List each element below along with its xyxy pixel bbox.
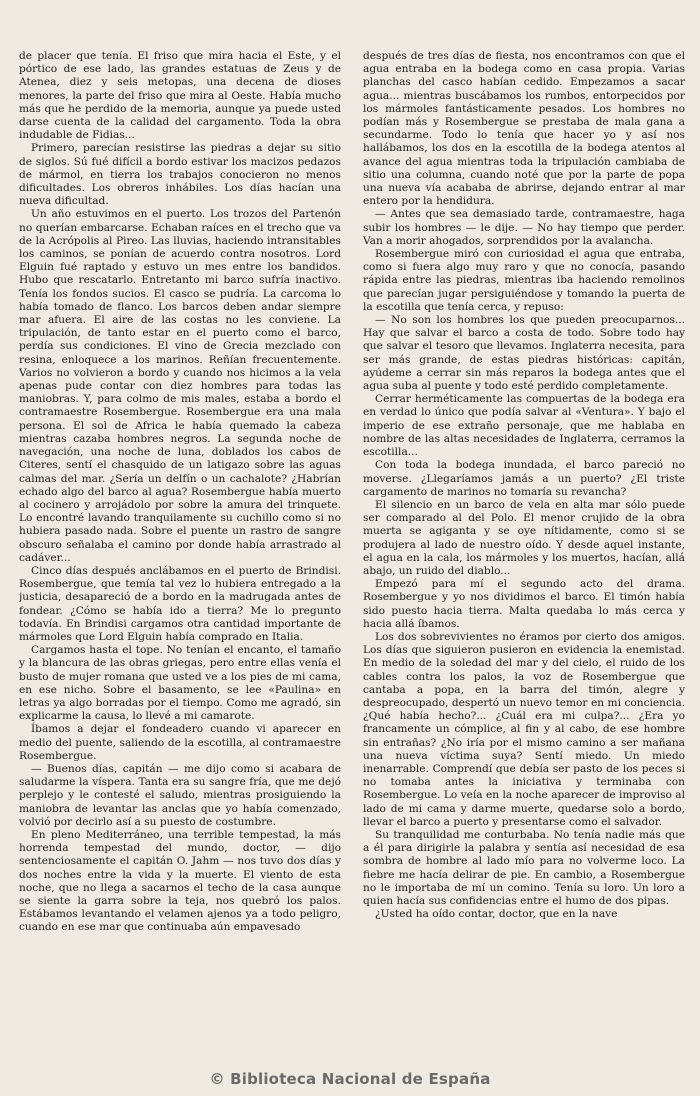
left-column [19,50,341,1060]
paragraph: — Antes que sea demasiado tarde, contramaestre, haga subir los hombres — le dije. — No hay tiempo que perder. Van a morir ahogados, sorprendidos por la avalancha. [363,208,685,247]
paragraph: Empezó para mí el segundo acto del drama. Rosembergue y yo nos dividimos el barco. El timón había sido puesto hacia tierra. Malta quedaba lo más cerca y hacia allá íbamos. [363,578,685,630]
paragraph: Con toda la bodega inundada, el barco pareció no moverse. ¿Llegaríamos jamás a un puerto? ¿El triste cargamento de marinos no tomaría su revancha? [363,459,685,498]
library-watermark: © Biblioteca Nacional de España [209,1070,491,1088]
paragraph: Un año estuvimos en el puerto. Los trozos del Partenón no querían embarcarse. Echaban raíces en el trecho que va de la Acrópolis al Pireo. Las lluvias, haciendo intransitables los caminos, se ponían de acuerdo contra nosotros. Lord Elguin fué raptado y estuvo un mes entre los bandidos. Hubo que rescatarlo. Entretanto mi barco sufría inactivo. Tenía los fondos sucios. El casco se pudría. La carcoma lo había tomado de flanco. Los barcos deben andar siempre mar afuera. El aire de las costas no les conviene. La tripulación, de tanto estar en el puerto como el barco, perdía sus condiciones. El vino de Grecia mezclado con resina, enloquece a los marinos. Reñían frecuentemente. Varios no volvieron a bordo y cuando nos hicimos a la vela apenas pude contar con diez hombres para todas las maniobras. Y, para colmo de mis males, estaba a bordo el contramaestre Rosembergue. Rosembergue era una mala persona. El sol de Africa le había quemado la cabeza mientras cazaba hombres negros. La segunda noche de navegación, una noche de luna, doblados los cabos de Citeres, sentí el chasquido de un latigazo sobre las aguas calmas del mar. ¿Sería un delfín o un cachalote? ¿Habrían echado algo del barco al agua? Rosembergue había muerto al cocinero y arrojádolo por sobre la amura del trinquete. Lo encontré lavando tranquilamente su cuchillo como si no hubiera pasado nada. Sobre el puente un rastro de sangre obscuro señalaba el camino por donde había arrastrado al cadáver... [19,208,341,564]
paragraph: — No son los hombres los que pueden preocuparnos... Hay que salvar el barco a costa de todo. Sobre todo hay que salvar el tesoro que llevamos. Inglaterra necesita, para ser más grande, de estas piedras históricas: capitán, ayúdeme a cerrar sin más reparos la bodega antes que el agua suba al puente y todo esté perdido completamente. [363,314,685,393]
paragraph: de placer que tenía. El friso que mira hacia el Este, y el pórtico de ese lado, las grandes estatuas de Zeus y de Atenea, diez y seis metopas, una decena de dioses menores, la parte del friso que mira al Oeste. Había mucho más que he perdido de la memoria, aunque ya puede usted darse cuenta de la calidad del cargamento. Toda la obra indudable de Fidias... [19,50,341,142]
paragraph: después de tres días de fiesta, nos encontramos con que el agua entraba en la bodega como en casa propia. Varias planchas del casco habían cedido. Empezamos a sacar agua... mientras buscábamos los rumbos, entorpecidos por los mármoles fantásticamente pesados. Los hombres no podían más y Rosembergue se prestaba de mala gana a secundarme. Todo lo tenía que hacer yo y así nos hallábamos, los dos en la escotilla de la bodega atentos al avance del agua mientras toda la tripulación cambiaba de sitio una columna, cuando noté que por la parte de popa una nueva vía acababa de abrirse, dejando entrar al mar entero por la hendidura. [363,50,685,208]
paragraph: Su tranquilidad me conturbaba. No tenía nadie más que a él para dirigirle la palabra y sentía así necesidad de esa sombra de hombre al lado mío para no volverme loco. La fiebre me hacía delirar de pie. En cambio, a Rosembergue no le importaba de mí un comino. Tenía su loro. Un loro a quien hacía sus confidencias entre el humo de dos pipas. [363,828,685,907]
paragraph: Íbamos a dejar el fondeadero cuando vi aparecer en medio del puente, saliendo de la escotilla, al contramaestre Rosembergue. [19,723,341,762]
paragraph: Rosembergue miró con curiosidad el agua que entraba, como si fuera algo muy raro y que no conocía, pasando rápida entre las piedras, mientras iba haciendo remolinos que parecían jugar persiguiéndose y tomando la puerta de la escotilla que tenía cerca, y repuso: [363,248,685,313]
right-column [363,50,685,1060]
paragraph: ¿Usted ha oído contar, doctor, que en la nave [375,908,618,921]
paragraph: Cerrar herméticamente las compuertas de la bodega era en verdad lo único que podía salvar al «Ventura». Y bajo el imperio de ese extraño personaje, que me hablaba en nombre de las altas necesidades de Inglaterra, cerramos la escotilla... [363,393,685,459]
paragraph: Los dos sobrevivientes no éramos por cierto dos amigos. Los días que siguieron pusieron en evidencia la enemistad. En medio de la soledad del mar y del cielo, el ruido de los cables contra los palos, la voz de Rosembergue que cantaba a popa, en la barra del timón, alegre y despreocupado, despertó un nuevo temor en mi conciencia. ¿Qué había hecho?... ¿Cuál era mi culpa?... ¿Era yo francamente un cómplice, al fin y al cabo, de ese hombre sin entrañas? ¿No iría por el mismo camino a ser mañana una nueva víctima suya? Sentí miedo. Un miedo inenarrable. Comprendí que debía ser pasto de los peces si no tomaba antes la iniciativa y terminaba con Rosembergue. Lo veía en la noche aparecer de improviso al lado de mi cama y darme muerte, quedarse solo a bordo, llevar el barco a puerto y presentarse como el salvador. [363,630,685,828]
paragraph: El silencio en un barco de vela en alta mar sólo puede ser comparado al del Polo. El menor crujido de la obra muerta se agiganta y se oye nítidamente, como si se produjera al lado de nuestro oído. Y desde aquel instante, el agua en la cala, los mármoles y los muertos, hacían, allá abajo, un ruido del diablo... [363,498,685,577]
paragraph: Cinco días después anclábamos en el puerto de Brindisi. Rosembergue, que temía tal vez lo hubiera entregado a la justicia, desapareció de a bordo en la madrugada antes de fondear. ¿Cómo se había ido a tierra? Me lo pregunto todavía. En Brindisi cargamos otra cantidad importante de mármoles que Lord Elguin había comprado en Italia. [19,564,341,643]
paragraph: — Buenos días, capitán — me dijo como si acabara de saludarme la víspera. Tanta era su sangre fría, que me dejó perplejo y le contesté el saludo, mientras prosiguiendo la maniobra de levantar las anclas que yo había comenzado, volvió por decirlo así a su puesto de costumbre. [19,762,341,828]
paragraph: En pleno Mediterráneo, una terrible tempestad, la más horrenda tempestad del mundo, doctor, — dijo sentenciosamente el capitán O. Jahm — nos tuvo dos días y dos noches entre la vida y la muerte. El viento de esta noche, que no llega a sacarnos el techo de la casa aunque se siente la garra sobre la teja, nos quebró los palos. Estábamos levantando el velamen ajenos ya a todo peligro, cuando en ese mar que continuaba aún empavesado [19,828,341,934]
paragraph: Primero, parecían resistirse las piedras a dejar su sitio de siglos. Sú fué difícil a bordo estivar los macizos pedazos de mármol, en tierra los trabajos conocieron no menos dificultades. Los obreros inhábiles. Los días hacían una nueva dificultad. [19,142,341,208]
text-columns [19,50,685,1060]
paragraph: Cargamos hasta el tope. No tenían el encanto, el tamaño y la blancura de las obras griegas, pero entre ellas venía el busto de mujer romana que usted ve a los pies de mi cama, en ese nicho. Sobre el basamento, se lee «Paulina» en letras ya algo borradas por el tiempo. Como me agradó, sin explicarme la causa, lo llevé a mi camarote. [19,644,341,723]
